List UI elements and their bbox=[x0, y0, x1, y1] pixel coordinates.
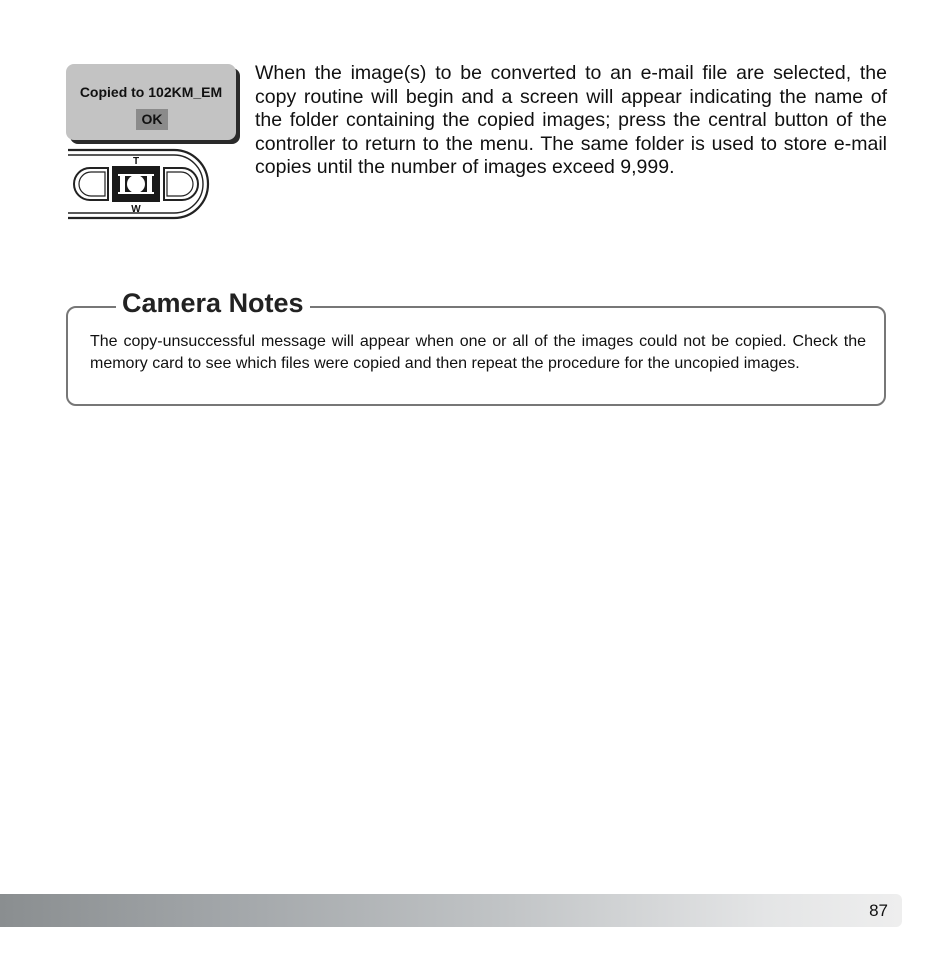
lcd-ok-button: OK bbox=[136, 109, 168, 130]
camera-notes-title: Camera Notes bbox=[116, 286, 310, 320]
page-number: 87 bbox=[869, 901, 888, 920]
lcd-screen-illustration bbox=[66, 64, 240, 144]
controller-icon bbox=[60, 146, 220, 222]
footer-bar bbox=[0, 894, 902, 927]
lcd-screen-face bbox=[66, 64, 236, 140]
controller-top-label: T bbox=[132, 156, 140, 167]
intro-paragraph: When the image(s) to be converted to an e-mail file are selected, the copy routine will begin and a screen will appear indicating the name of the folder containing the copied images; press the central button of the controller to return to the menu. The same folder is used to store e-mail copies until the number of images exceed 9,999. bbox=[255, 62, 887, 178]
controller-bottom-label: W bbox=[131, 204, 141, 215]
controller-illustration bbox=[60, 146, 220, 222]
lcd-message: Copied to 102KM_EM bbox=[79, 84, 223, 100]
camera-notes-body: The copy-unsuccessful message will appear when one or all of the images could not be copied. Check the memory card to see which files were copied and then repeat the procedure for the uncopied images. bbox=[90, 333, 866, 372]
